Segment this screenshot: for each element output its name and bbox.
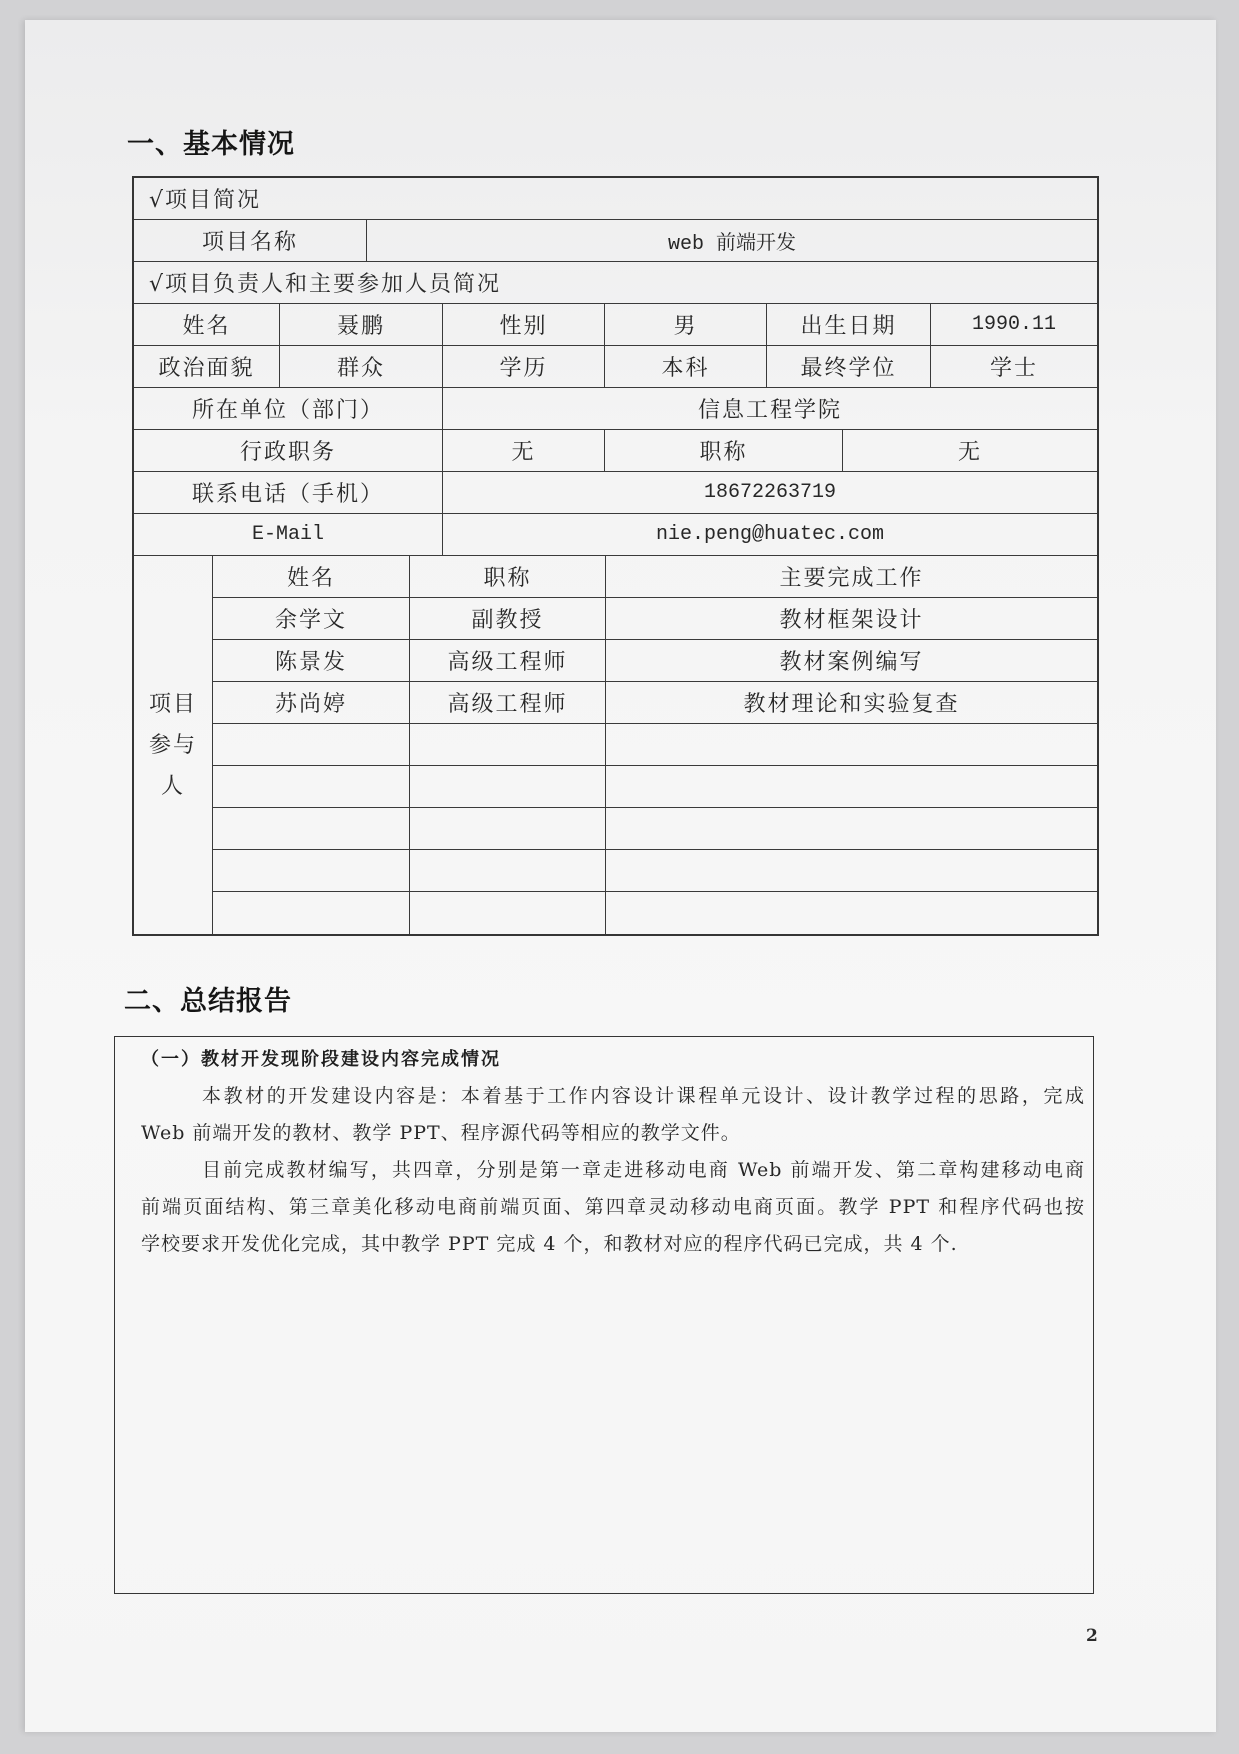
paragraph-line: 目前完成教材编写，共四章，分别是第一章走进移动电商 Web 前端开发、第二章构建移动电商 bbox=[202, 1159, 1085, 1181]
summary-box bbox=[114, 1036, 1094, 1594]
empty-cell bbox=[213, 850, 409, 891]
participant-work: 教材理论和实验复查 bbox=[605, 682, 1097, 723]
table-row bbox=[134, 388, 1097, 430]
leader-phone-label: 联系电话（手机） bbox=[191, 482, 384, 507]
leader-gender-label: 性别 bbox=[442, 304, 604, 345]
empty-table-row bbox=[213, 766, 1097, 808]
empty-cell bbox=[409, 724, 605, 765]
leader-education-value: 本科 bbox=[604, 346, 766, 387]
leader-unit-label: 所在单位（部门） bbox=[191, 398, 384, 423]
participants-label bbox=[134, 556, 212, 934]
summary-subheading: （一）教材开发现阶段建设内容完成情况 bbox=[141, 1049, 501, 1070]
leader-birth-value: 1990.11 bbox=[930, 304, 1097, 345]
column-header-name: 姓名 bbox=[286, 566, 335, 591]
empty-cell bbox=[409, 808, 605, 849]
table-row bbox=[134, 220, 1097, 262]
project-overview-label: √项目简况 bbox=[149, 188, 262, 213]
project-name-value: web 前端开发 bbox=[366, 220, 1097, 261]
project-name-label: 项目名称 bbox=[201, 230, 298, 255]
leader-phone-value: 18672263719 bbox=[442, 472, 1097, 513]
participant-name: 陈景发 bbox=[274, 650, 347, 675]
empty-table-row bbox=[213, 724, 1097, 766]
leader-email-label: E-Mail bbox=[251, 523, 324, 546]
leader-birth-label: 出生日期 bbox=[766, 304, 930, 345]
empty-table-row bbox=[213, 808, 1097, 850]
empty-cell bbox=[605, 766, 1097, 807]
table-row bbox=[134, 178, 1097, 220]
participant-title: 高级工程师 bbox=[409, 682, 605, 723]
leader-title-value: 无 bbox=[842, 430, 1097, 471]
paragraph-line: 学校要求开发优化完成，其中教学 PPT 完成 4 个，和教材对应的程序代码已完成，共 4 个. bbox=[141, 1233, 958, 1255]
participants-label-line: 人 bbox=[160, 773, 185, 799]
basic-info-table bbox=[132, 176, 1099, 936]
leader-admin-post-label: 行政职务 bbox=[239, 440, 336, 465]
table-row bbox=[213, 598, 1097, 640]
leader-degree-label: 最终学位 bbox=[766, 346, 930, 387]
participants-table bbox=[212, 556, 1097, 934]
table-row bbox=[134, 430, 1097, 472]
leader-degree-value: 学士 bbox=[930, 346, 1097, 387]
leader-political-value: 群众 bbox=[279, 346, 442, 387]
leader-gender-value: 男 bbox=[604, 304, 766, 345]
leader-name-label: 姓名 bbox=[182, 314, 231, 339]
empty-table-row bbox=[213, 892, 1097, 934]
empty-cell bbox=[213, 724, 409, 765]
participant-title: 高级工程师 bbox=[409, 640, 605, 681]
leader-admin-post-value: 无 bbox=[442, 430, 604, 471]
participant-name: 余学文 bbox=[274, 608, 347, 633]
page-number: 2 bbox=[1086, 1626, 1098, 1646]
table-row bbox=[134, 346, 1097, 388]
table-row bbox=[213, 682, 1097, 724]
participants-block bbox=[134, 556, 1097, 934]
empty-cell bbox=[605, 808, 1097, 849]
table-row bbox=[134, 262, 1097, 304]
participant-title: 副教授 bbox=[409, 598, 605, 639]
participants-header-row bbox=[213, 556, 1097, 598]
empty-cell bbox=[213, 766, 409, 807]
section-heading-summary: 二、总结报告 bbox=[124, 986, 292, 1017]
leader-education-label: 学历 bbox=[442, 346, 604, 387]
empty-cell bbox=[605, 724, 1097, 765]
leader-unit-value: 信息工程学院 bbox=[442, 388, 1097, 429]
empty-cell bbox=[605, 892, 1097, 934]
section-heading-basic-info: 一、基本情况 bbox=[127, 129, 295, 160]
empty-cell bbox=[213, 892, 409, 934]
leader-email-value: nie.peng@huatec.com bbox=[442, 514, 1097, 555]
column-header-title: 职称 bbox=[409, 556, 605, 597]
table-row bbox=[213, 640, 1097, 682]
participant-work: 教材案例编写 bbox=[605, 640, 1097, 681]
table-row bbox=[134, 514, 1097, 556]
leader-name-value: 聂鹏 bbox=[279, 304, 442, 345]
paragraph-line: 本教材的开发建设内容是：本着基于工作内容设计课程单元设计、设计教学过程的思路，完成 bbox=[202, 1085, 1085, 1107]
empty-cell bbox=[409, 766, 605, 807]
participants-label-line: 项目 bbox=[148, 691, 197, 717]
paragraph-line: 前端页面结构、第三章美化移动电商前端页面、第四章灵动移动电商页面。教学 PPT 和程序代码也按 bbox=[141, 1196, 1085, 1218]
empty-cell bbox=[409, 850, 605, 891]
table-row bbox=[134, 472, 1097, 514]
empty-cell bbox=[605, 850, 1097, 891]
empty-cell bbox=[213, 808, 409, 849]
participant-name: 苏尚婷 bbox=[274, 692, 347, 717]
participant-work: 教材框架设计 bbox=[605, 598, 1097, 639]
column-header-work: 主要完成工作 bbox=[605, 556, 1097, 597]
leader-political-label: 政治面貌 bbox=[158, 356, 255, 381]
leader-title-label: 职称 bbox=[604, 430, 842, 471]
paragraph-line: Web 前端开发的教材、教学 PPT、程序源代码等相应的教学文件。 bbox=[141, 1122, 741, 1144]
empty-cell bbox=[409, 892, 605, 934]
participants-label-line: 参与 bbox=[148, 732, 197, 758]
empty-table-row bbox=[213, 850, 1097, 892]
table-row bbox=[134, 304, 1097, 346]
team-overview-label: √项目负责人和主要参加人员简况 bbox=[149, 272, 502, 297]
